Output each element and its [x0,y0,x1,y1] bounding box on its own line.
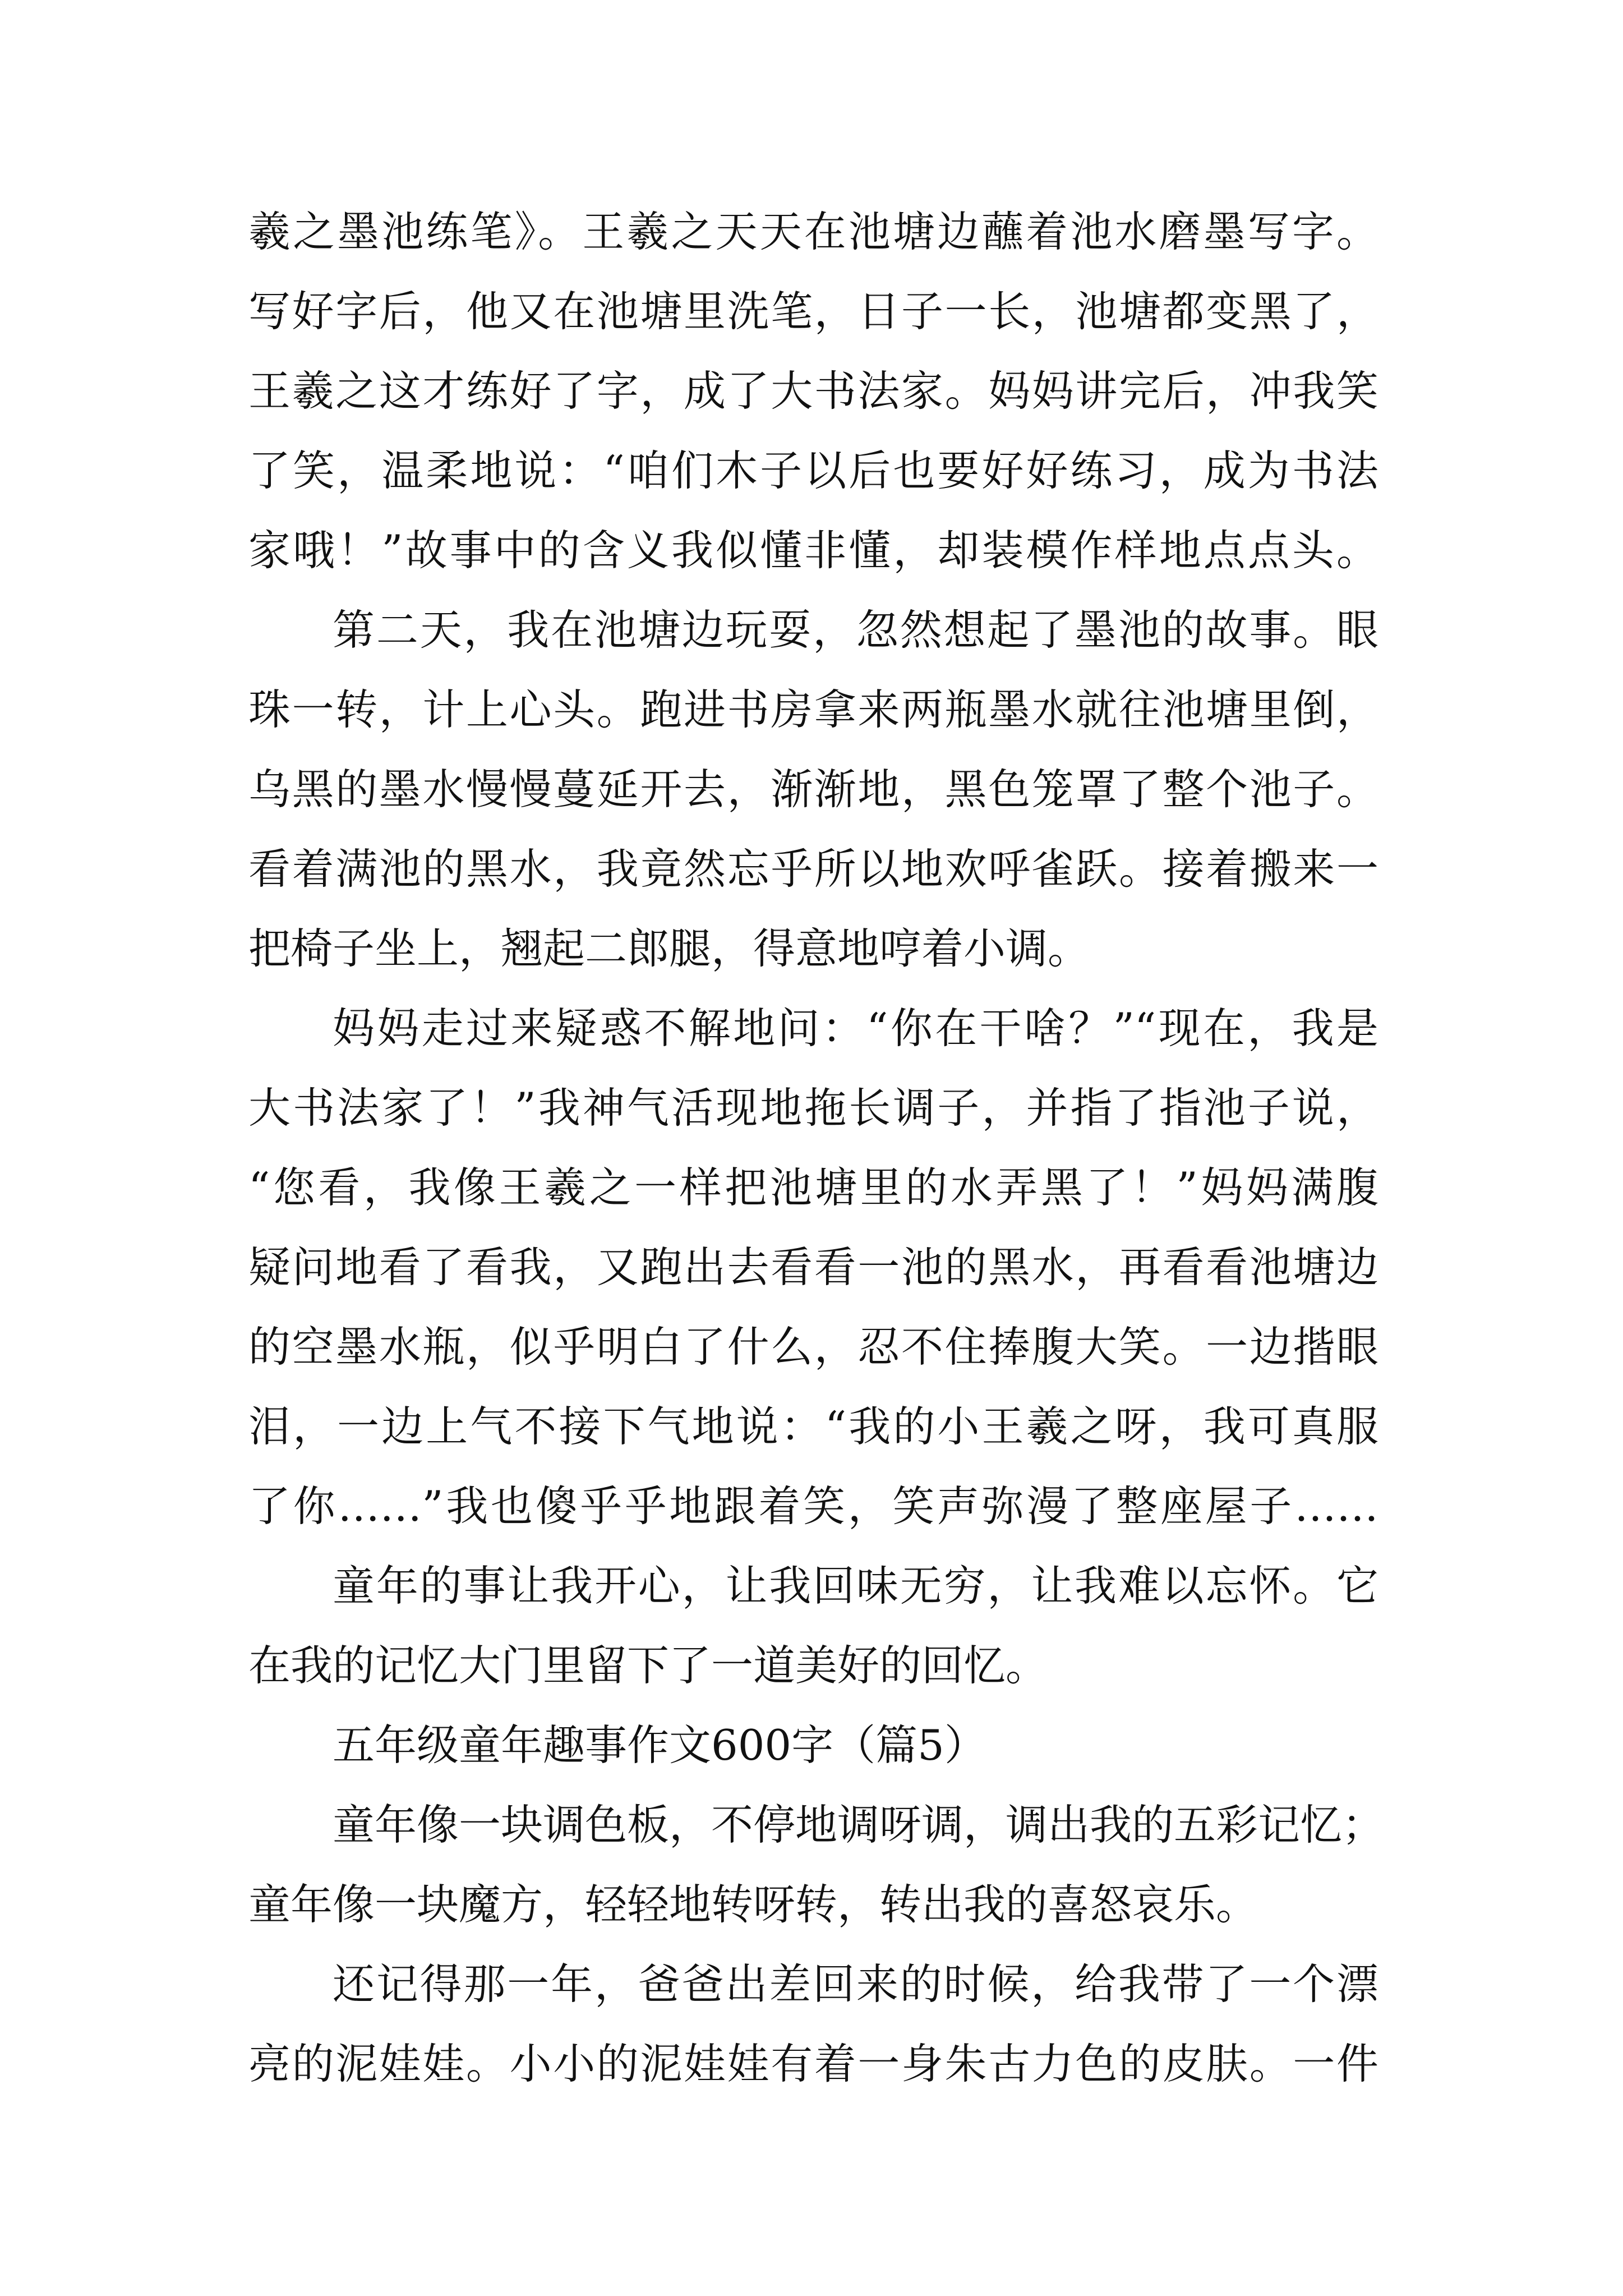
text-line: 童年像一块魔方，轻轻地转呀转，转出我的喜怒哀乐。 [248,1880,1258,1929]
text-line: 妈妈走过来疑惑不解地问：“你在干啥？”“现在，我是 [333,1004,1378,1053]
document-body [248,192,1385,2104]
paragraph [248,1785,1385,1944]
text-line: 大书法家了！”我神气活现地拖长调子，并指了指池子说， [248,1083,1378,1133]
text-line: 的空墨水瓶，似乎明白了什么，忍不住捧腹大笑。一边揩眼 [248,1322,1378,1372]
text-line: 珠一转，计上心头。跑进书房拿来两瓶墨水就往池塘里倒， [248,685,1378,734]
text-line: 第二天，我在池塘边玩耍，忽然想起了墨池的故事。眼 [333,605,1378,655]
paragraph [248,590,1378,988]
text-line: 羲之墨池练笔》。王羲之天天在池塘边蘸着池水磨墨写字。 [248,207,1378,256]
paragraph [248,1944,1378,2104]
text-line: 乌黑的墨水慢慢蔓延开去，渐渐地，黑色笼罩了整个池子。 [248,765,1378,814]
text-line: 童年的事让我开心，让我回味无穷，让我难以忘怀。它 [333,1561,1378,1611]
text-line: 家哦！”故事中的含义我似懂非懂，却装模作样地点点头。 [248,526,1378,575]
paragraph [248,988,1378,1546]
text-line: 了你……”我也傻乎乎地跟着笑，笑声弥漫了整座屋子…… [248,1481,1378,1531]
paragraph [248,192,1378,590]
section-heading [248,1705,1378,1785]
text-line: 写好字后，他又在池塘里洗笔，日子一长，池塘都变黑了， [248,287,1378,336]
heading-text: 五年级童年趣事作文600字（篇5） [333,1720,986,1770]
text-line: 还记得那一年，爸爸出差回来的时候，给我带了一个漂 [333,1959,1378,2009]
text-line: 疑问地看了看我，又跑出去看看一池的黑水，再看看池塘边 [248,1243,1378,1292]
text-line: “您看，我像王羲之一样把池塘里的水弄黑了！”妈妈满腹 [248,1163,1378,1212]
text-line: 在我的记忆大门里留下了一道美好的回忆。 [248,1641,1048,1690]
text-line: 了笑，温柔地说：“咱们木子以后也要好好练习，成为书法 [248,446,1378,495]
paragraph [248,1546,1378,1705]
text-line: 王羲之这才练好了字，成了大书法家。妈妈讲完后，冲我笑 [248,366,1378,416]
text-line: 把椅子坐上，翘起二郎腿，得意地哼着小调。 [248,924,1090,973]
text-line: 童年像一块调色板，不停地调呀调，调出我的五彩记忆； [333,1800,1385,1849]
text-line: 看着满池的黑水，我竟然忘乎所以地欢呼雀跃。接着搬来一 [248,844,1378,894]
text-line: 泪，一边上气不接下气地说：“我的小王羲之呀，我可真服 [248,1402,1378,1451]
text-line: 亮的泥娃娃。小小的泥娃娃有着一身朱古力色的皮肤。一件 [248,2039,1378,2088]
